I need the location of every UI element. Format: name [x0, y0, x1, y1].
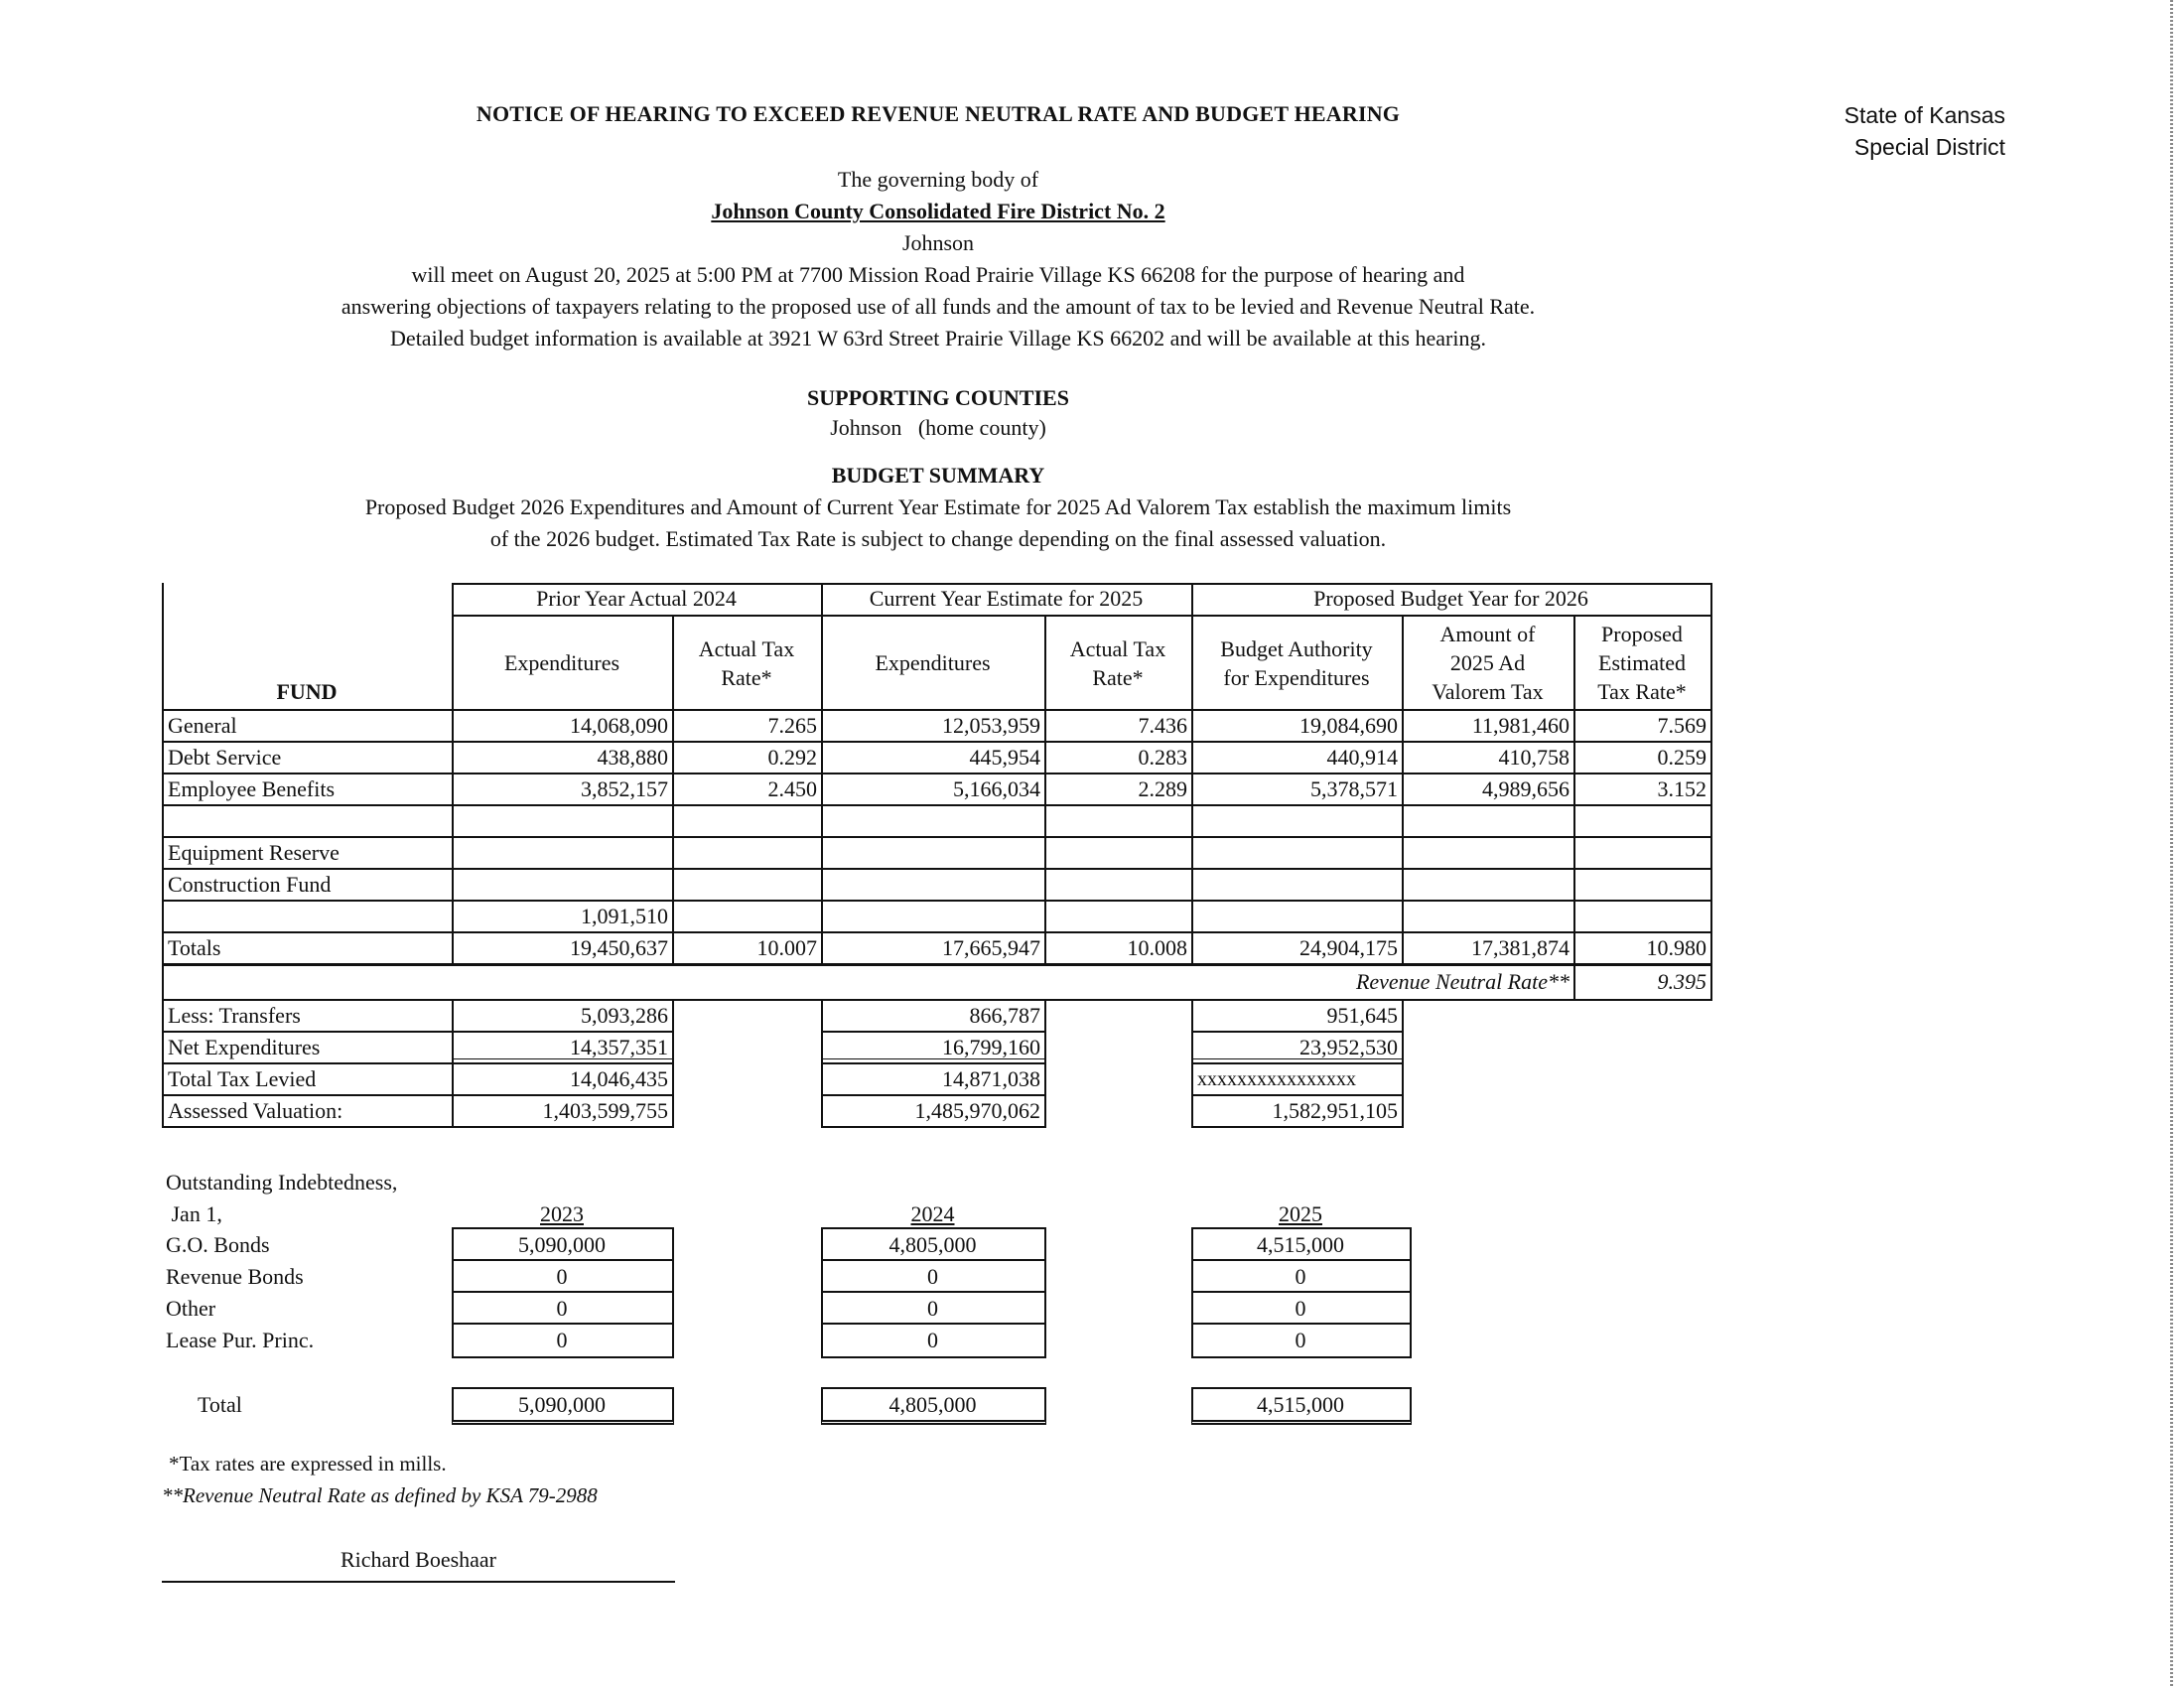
table-cell-value: [1573, 902, 1710, 931]
indebtedness-row-divider: [452, 1291, 674, 1293]
table-cell-value: [1573, 870, 1710, 900]
table-cell-value: 410,758: [1498, 745, 1570, 770]
table-cell-value: [1402, 806, 1573, 836]
indebtedness-box: [1191, 1227, 1412, 1358]
table-cell-value: [1402, 838, 1573, 868]
column-header: [452, 617, 672, 709]
table-cell-value: [1044, 870, 1191, 900]
column-header-line: Rate*: [721, 664, 772, 690]
table-cell-value: [672, 902, 821, 931]
signature-name: Richard Boeshaar: [341, 1547, 496, 1572]
indebtedness-row-label: G.O. Bonds: [166, 1232, 270, 1257]
summary-value: 5,093,286: [581, 1003, 668, 1028]
indebtedness-value: 5,090,000: [518, 1232, 606, 1257]
table-cell-value: 2.289: [1138, 776, 1187, 801]
summary-value: 14,046,435: [570, 1066, 668, 1091]
table-cell-value: 438,880: [597, 745, 668, 770]
table-cell-value: 5,166,034: [953, 776, 1040, 801]
table-cell-value: 7.265: [767, 713, 817, 738]
table-cell-value: 4,989,656: [1482, 776, 1570, 801]
indebtedness-value: 0: [556, 1328, 568, 1352]
totals-double-line: [162, 965, 1712, 966]
signature-line: [162, 1581, 675, 1583]
district-name: Johnson County Consolidated Fire District No. 2: [711, 199, 1165, 223]
budget-summary-line-2: of the 2026 budget. Estimated Tax Rate is subject to change depending on the final assessed valuation.: [489, 526, 1387, 551]
table-cell-value: [1191, 870, 1402, 900]
column-header-line: Tax Rate*: [1597, 679, 1687, 704]
column-header: [1044, 617, 1191, 709]
supporting-counties: [159, 383, 1717, 443]
budget-summary: [159, 460, 1717, 555]
indebtedness-value: 0: [1295, 1296, 1306, 1321]
table-cell-value: [1191, 806, 1402, 836]
indebtedness-total-value: 4,805,000: [888, 1392, 977, 1417]
meeting-line-3: Detailed budget information is available at 3921 W 63rd Street Prairie Village KS 66202 and will be available at this hearing.: [390, 326, 1486, 351]
table-cell-value: [452, 838, 672, 868]
indebtedness-total-value: 4,515,000: [1257, 1392, 1344, 1417]
state-label: [1767, 99, 2005, 163]
column-header-line: Estimated: [1598, 650, 1686, 675]
column-header: [1191, 617, 1402, 709]
summary-value: 16,799,160: [942, 1035, 1040, 1059]
table-cell-value: 7.436: [1138, 713, 1187, 738]
summary-value: 1,403,599,755: [542, 1098, 668, 1123]
indebtedness-year: 2025: [1279, 1201, 1322, 1226]
summary-label: Net Expenditures: [168, 1035, 321, 1059]
summary-value: 1,485,970,062: [914, 1098, 1040, 1123]
notice-title: NOTICE OF HEARING TO EXCEED REVENUE NEUTRAL RATE AND BUDGET HEARING: [476, 101, 1401, 126]
table-cell-value: [1191, 902, 1402, 931]
rnr-value: 9.395: [1657, 969, 1706, 994]
table-cell-value: [1044, 838, 1191, 868]
column-header-line: Valorem Tax: [1432, 679, 1544, 704]
indebtedness-year: 2024: [910, 1201, 955, 1226]
table-cell-value: [672, 838, 821, 868]
summary-label: Assessed Valuation:: [168, 1098, 343, 1123]
summary-value: 951,645: [1326, 1003, 1398, 1028]
supporting-counties-list: Johnson (home county): [830, 415, 1046, 440]
fund-name: General: [168, 713, 237, 738]
column-group-header: Proposed Budget Year for 2026: [1313, 586, 1588, 611]
state-name: State of Kansas: [1843, 102, 2005, 128]
fund-name: [164, 806, 452, 836]
column-group-header: Current Year Estimate for 2025: [869, 586, 1144, 611]
column-header-line: Expenditures: [875, 650, 991, 675]
rnr-label: Revenue Neutral Rate**: [1355, 969, 1570, 994]
indebtedness-row-divider: [1191, 1291, 1412, 1293]
table-cell-value: 7.569: [1657, 713, 1706, 738]
column-group-header: Prior Year Actual 2024: [536, 586, 737, 611]
meeting-line-1: will meet on August 20, 2025 at 5:00 PM at 7700 Mission Road Prairie Village KS 66208 for the purpose of hearing and: [411, 262, 1465, 287]
fund-name: Totals: [168, 935, 221, 960]
footnote-rnr: **Revenue Neutral Rate as defined by KSA 79-2988: [162, 1483, 598, 1507]
budget-summary-heading: BUDGET SUMMARY: [831, 463, 1045, 488]
table-cell-value: [1191, 838, 1402, 868]
indebtedness-value: 4,515,000: [1257, 1232, 1344, 1257]
table-cell-value: 10.980: [1646, 935, 1706, 960]
table-cell-value: [1573, 838, 1710, 868]
column-header: [672, 617, 821, 709]
indebtedness-value: 0: [927, 1264, 938, 1289]
summary-row-divider: [1191, 1126, 1404, 1128]
table-cell-value: [821, 902, 1044, 931]
indebtedness-value: 0: [1295, 1328, 1306, 1352]
column-header-line: Budget Authority: [1220, 635, 1373, 661]
table-cell-value: [1573, 806, 1710, 836]
page-edge-border: [2170, 0, 2173, 1688]
table-cell-value: 2.450: [767, 776, 817, 801]
column-header-line: 2025 Ad: [1449, 650, 1526, 675]
table-cell-value: 19,084,690: [1299, 713, 1398, 738]
column-header-line: Expenditures: [503, 650, 620, 675]
indebtedness-value: 0: [1295, 1264, 1306, 1289]
intro-block: [159, 164, 1717, 354]
indebtedness-value: 4,805,000: [888, 1232, 977, 1257]
meeting-line-2: answering objections of taxpayers relating to the proposed use of all funds and the amount of tax to be levied and Revenue Neutral Rate.: [341, 294, 1536, 319]
table-cell-value: [1402, 870, 1573, 900]
summary-value: 23,952,530: [1299, 1035, 1398, 1059]
table-cell-value: 3,852,157: [581, 776, 668, 801]
indebtedness-row-divider: [452, 1259, 674, 1261]
table-cell-value: 0.283: [1138, 745, 1187, 770]
fund-column-header: FUND: [276, 679, 338, 704]
indebtedness-label: Outstanding Indebtedness,: [166, 1170, 398, 1195]
indebtedness-value: 0: [927, 1296, 938, 1321]
supporting-counties-heading: SUPPORTING COUNTIES: [807, 385, 1069, 410]
table-cell-value: [821, 838, 1044, 868]
table-cell-value: 11,981,460: [1471, 713, 1570, 738]
fund-name: Equipment Reserve: [168, 840, 340, 865]
column-header: [1573, 617, 1710, 709]
column-header-line: for Expenditures: [1223, 664, 1370, 690]
governing-body-label: The governing body of: [837, 167, 1039, 192]
table-cell-value: 1,091,510: [581, 904, 668, 928]
fund-name: Employee Benefits: [168, 776, 336, 801]
column-header-line: Amount of: [1439, 622, 1536, 646]
summary-value: 14,871,038: [942, 1066, 1040, 1091]
table-cell-value: [1044, 806, 1191, 836]
table-cell-value: 19,450,637: [570, 935, 668, 960]
column-header-line: Proposed: [1601, 622, 1683, 646]
indebtedness-row-divider: [821, 1291, 1046, 1293]
indebtedness-total-label: Total: [198, 1392, 242, 1417]
indebtedness-row-divider: [452, 1323, 674, 1325]
summary-row-divider: [821, 1126, 1046, 1128]
district-type: Special District: [1853, 134, 2005, 160]
column-header-line: Actual Tax: [698, 635, 795, 661]
indebtedness-year: 2023: [540, 1201, 584, 1226]
summary-value: 1,582,951,105: [1272, 1098, 1398, 1123]
summary-value: 866,787: [969, 1003, 1040, 1028]
column-header: [821, 617, 1044, 709]
indebtedness-date-label: Jan 1,: [166, 1201, 222, 1226]
indebtedness-row-label: Revenue Bonds: [166, 1264, 304, 1289]
table-cell-value: 3.152: [1657, 776, 1706, 801]
table-cell-value: 0.292: [767, 745, 817, 770]
column-header: [1402, 617, 1573, 709]
table-cell-value: 5,378,571: [1310, 776, 1398, 801]
table-cell-value: [452, 870, 672, 900]
table-cell-value: [1044, 902, 1191, 931]
indebtedness-row-label: Lease Pur. Princ.: [166, 1328, 315, 1352]
footnote-tax-rates: *Tax rates are expressed in mills.: [169, 1452, 447, 1476]
table-cell-value: 17,381,874: [1471, 935, 1570, 960]
indebtedness-row-divider: [1191, 1259, 1412, 1261]
indebtedness-box: [821, 1227, 1046, 1358]
indebtedness-row-divider: [1191, 1323, 1412, 1325]
table-cell-value: 14,068,090: [570, 713, 668, 738]
table-cell-value: [672, 806, 821, 836]
indebtedness-row-divider: [821, 1323, 1046, 1325]
column-header-line: Actual Tax: [1069, 635, 1166, 661]
table-right-border: [1710, 583, 1712, 1001]
table-cell-value: 24,904,175: [1299, 935, 1398, 960]
table-cell-value: 10.007: [756, 935, 817, 960]
fund-name: Debt Service: [168, 745, 282, 770]
fund-name: [164, 902, 452, 931]
table-cell-value: [452, 806, 672, 836]
table-cell-value: [821, 870, 1044, 900]
table-cell-value: 0.259: [1657, 745, 1706, 770]
indebtedness-value: 0: [556, 1264, 568, 1289]
fund-name: Construction Fund: [168, 872, 332, 897]
indebtedness-row-divider: [821, 1259, 1046, 1261]
summary-value: xxxxxxxxxxxxxxxx: [1197, 1068, 1356, 1090]
table-cell-value: 445,954: [969, 745, 1040, 770]
county-name: Johnson: [901, 230, 975, 255]
table-cell-value: 17,665,947: [942, 935, 1040, 960]
indebtedness-total-value: 5,090,000: [518, 1392, 606, 1417]
summary-label: Total Tax Levied: [168, 1066, 317, 1091]
indebtedness-row-label: Other: [166, 1296, 216, 1321]
table-cell-value: [1402, 902, 1573, 931]
indebtedness-value: 0: [927, 1328, 938, 1352]
table-cell-value: 10.008: [1127, 935, 1187, 960]
table-cell-value: [672, 870, 821, 900]
column-header-line: Rate*: [1092, 664, 1144, 690]
budget-summary-line-1: Proposed Budget 2026 Expenditures and Amount of Current Year Estimate for 2025 Ad Valorem Tax establish the maximum limits: [364, 494, 1512, 519]
indebtedness-box: [452, 1227, 674, 1358]
summary-label: Less: Transfers: [168, 1003, 301, 1028]
table-cell-value: 12,053,959: [942, 713, 1040, 738]
summary-value: 14,357,351: [570, 1035, 668, 1059]
summary-row-divider: [162, 1126, 674, 1128]
table-cell-value: 440,914: [1326, 745, 1398, 770]
table-cell-value: [821, 806, 1044, 836]
indebtedness-value: 0: [556, 1296, 568, 1321]
